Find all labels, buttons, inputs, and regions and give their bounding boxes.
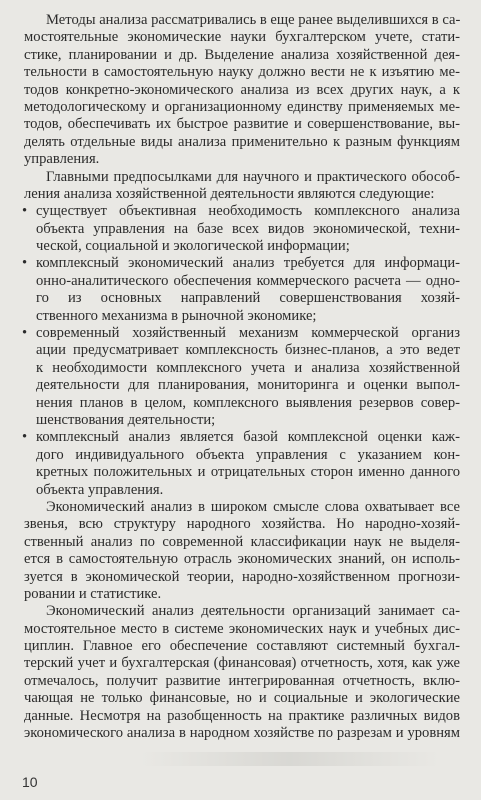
text-line (24, 82, 460, 99)
text-line (24, 725, 460, 742)
text-line (24, 12, 460, 29)
text-line (24, 499, 460, 516)
faded-text-line (140, 752, 440, 766)
text-line (24, 551, 460, 568)
line-text: онно-аналитического обеспечения коммерческого расчета — одно- (36, 272, 460, 289)
line-text: Методы анализа рассматривались в еще ранее выделившихся в са- (46, 12, 461, 28)
line-text: ется в самостоятельную отрасль экономических знаний, он исполь- (24, 551, 460, 568)
line-text: объекта управления. (36, 481, 164, 498)
line-text: ации предусматривает комплексность бизнес-планов, а это ведет (36, 342, 460, 359)
line-text: ственного механизма в рыночной экономике; (36, 307, 317, 324)
bullet-icon: • (22, 429, 28, 446)
text-line (24, 203, 460, 220)
line-text: ственный анализ по современной классификации наук не выделя- (24, 533, 460, 550)
line-text: Экономический анализ в широком смысле слова охватывает все (46, 498, 460, 515)
text-line (24, 308, 460, 325)
text-line (24, 377, 460, 394)
text-line (24, 64, 460, 81)
text-line (24, 673, 460, 690)
text-line (24, 273, 460, 290)
line-text: Экономический анализ деятельности организаций занимает са- (46, 603, 460, 620)
line-text: циплин. Главное его обеспечение составляют системный бухгал- (24, 638, 460, 655)
text-line (24, 238, 460, 255)
line-text: стике, планировании и др. Выделение анализа хозяйственной дея- (24, 46, 460, 63)
bullet-icon: • (22, 255, 28, 272)
text-line (24, 447, 460, 464)
text-line (24, 29, 460, 46)
line-text: комплексный анализ является базой комплексной оценки каж- (36, 429, 460, 446)
text-line (24, 360, 460, 377)
text-line (24, 569, 460, 586)
line-text: чающая не только финансовые, но и социальные и экологические (24, 690, 460, 707)
text-line (24, 395, 460, 412)
line-text: терский учет и бухгалтерская (финансовая) отчетность, хотя, как уже (24, 655, 460, 672)
line-text: Главными предпосылками для научного и практического обособ- (46, 168, 460, 185)
text-line (24, 290, 460, 307)
text-line (24, 621, 460, 638)
text-line (24, 255, 460, 272)
text-line (24, 116, 460, 133)
line-text: тодов конкретно-экономического анализа из всех других наук, а к (24, 81, 460, 98)
line-text: экономического анализа в народном хозяйстве по разрезам и уровням (24, 725, 460, 742)
text-line (24, 99, 460, 116)
line-text: тодов, обеспечивать их быстрое развитие и совершенствование, вы- (24, 116, 460, 133)
line-text: го из основных направлений совершенствования хозяй- (36, 290, 460, 307)
line-text: к необходимости комплексного учета и анализа хозяйственной (36, 359, 460, 376)
text-line (24, 655, 460, 672)
line-text: делять отдельные виды анализа применительно к разным функциям (24, 133, 460, 150)
line-text: данные. Несмотря на разобщенность на практике различных видов (24, 707, 460, 724)
line-text: мостоятельные экономические науки бухгалтерском учете, стати- (24, 29, 460, 46)
line-text: мостоятельное место в системе экономических наук и учебных дис- (24, 620, 460, 637)
bullet-icon: • (22, 203, 28, 220)
line-text: ровании и статистике. (24, 585, 162, 602)
line-text: нения планов в целом, комплексного выявления резервов совер- (36, 394, 460, 411)
line-text: комплексный экономический анализ требуется для информаци- (36, 255, 460, 272)
line-text: дого индивидуального объекта управления с указанием кон- (36, 446, 460, 463)
line-text: управления. (24, 151, 100, 168)
line-text: тельности в самостоятельную науку должно вести не к изъятию ме- (24, 64, 460, 81)
line-text: методологическому и организационному единству применяемых ме- (24, 98, 460, 115)
line-text: ления анализа хозяйственной деятельности являются следующие: (24, 185, 435, 202)
text-line (24, 134, 460, 151)
text-line (24, 534, 460, 551)
line-text: ческой, социальной и экологической информации; (36, 238, 350, 255)
text-line (24, 464, 460, 481)
line-text: зуется в экономической теории, народно-хозяйственном прогнози- (24, 568, 460, 585)
text-line (24, 429, 460, 446)
line-text: существует объективная необходимость комплексного анализа (36, 203, 460, 220)
text-line (24, 325, 460, 342)
line-text: отмечалось, получит развитие интегрированная отчетность, вклю- (24, 672, 460, 689)
page-body-text (24, 12, 460, 742)
line-text: кретных положительных и отрицательных сторон именно данного (36, 464, 460, 481)
text-line (24, 342, 460, 359)
text-line (24, 603, 460, 620)
line-text: современный хозяйственный механизм коммерческой организ (36, 325, 460, 342)
text-line (24, 221, 460, 238)
bullet-icon: • (22, 325, 28, 342)
text-line (24, 516, 460, 533)
text-line (24, 638, 460, 655)
page-number: 10 (22, 774, 38, 790)
text-line (24, 47, 460, 64)
text-line (24, 169, 460, 186)
text-line (24, 186, 460, 203)
text-line (24, 482, 460, 499)
line-text: объекта управления на базе всех видов экономической, техни- (36, 220, 460, 237)
text-line (24, 708, 460, 725)
text-line (24, 412, 460, 429)
text-line (24, 151, 460, 168)
line-text: шенствования деятельности; (36, 411, 216, 428)
line-text: звенья, всю структуру народного хозяйства. Но народно-хозяй- (24, 516, 460, 533)
text-line (24, 586, 460, 603)
text-line (24, 690, 460, 707)
line-text: деятельности для планирования, мониторинга и оценки выпол- (36, 377, 460, 394)
